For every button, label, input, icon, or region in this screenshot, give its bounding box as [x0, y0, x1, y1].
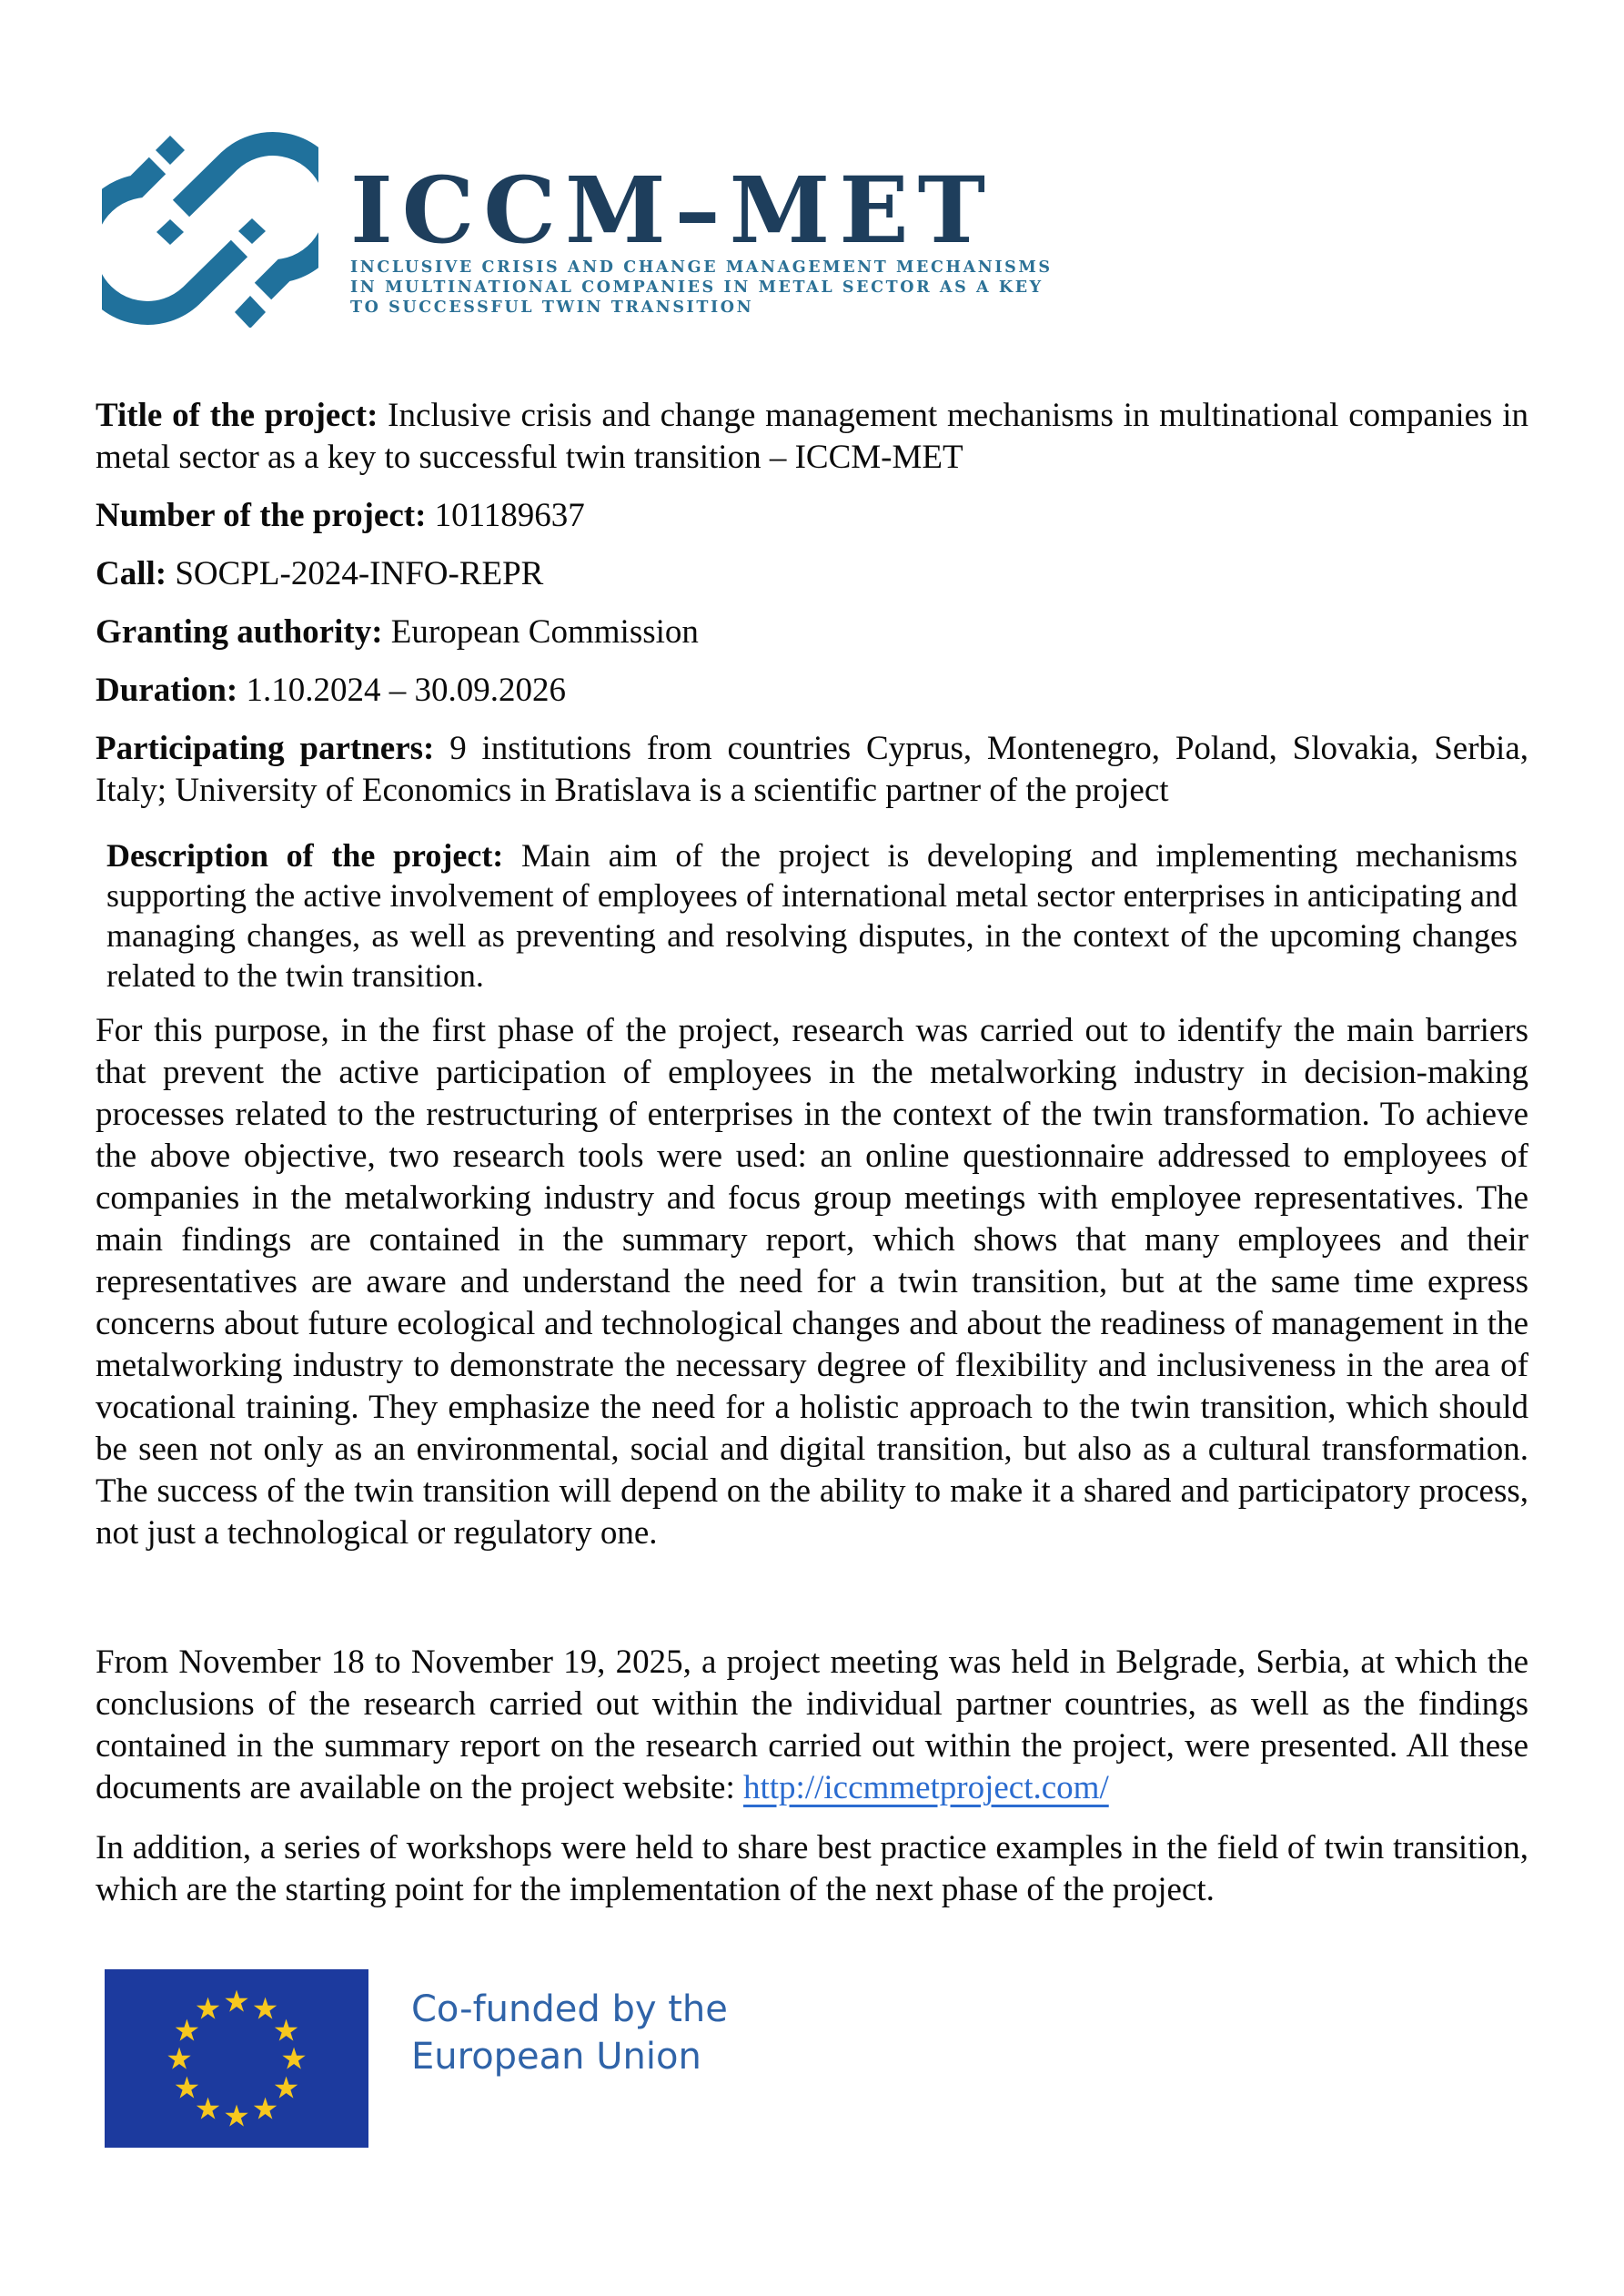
field-call: [96, 553, 1528, 595]
chain-link-logo-icon: [102, 130, 318, 328]
field-number: [96, 495, 1528, 537]
field-duration: [96, 670, 1528, 712]
field-number-label: Number of the project:: [96, 497, 435, 534]
logo-tagline-line-2: IN MULTINATIONAL COMPANIES IN METAL SECTOR AS A KEY: [350, 278, 1044, 297]
field-granting-authority-value: European Commission: [390, 613, 699, 651]
logo-wordmark: ICCM–MET: [350, 157, 994, 264]
field-duration-value: 1.10.2024 – 30.09.2026: [246, 672, 566, 709]
project-website-link[interactable]: http://iccmmetproject.com/: [742, 1769, 1109, 1806]
logo-text-block: [350, 157, 1053, 318]
meeting-text: From November 18 to November 19, 2025, a project meeting was held in Belgrade, Serbia, at which the conclusions of the research carried out within the individual partner countries, as well as the findings contained in the summary report on the research carried out within the project, were presented. All these documents are available on the project website:: [96, 1644, 1528, 1806]
research-paragraph: For this purpose, in the first phase of the project, research was carried out to identify the main barriers that prevent the active participation of employees in the metalworking industry in decision-making processes related to the restructuring of enterprises in the context of the twin transformation. To achieve the above objective, two research tools were used: an online questionnaire addressed to employees of companies in the metalworking industry and focus group meetings with employee representatives. The main findings are contained in the summary report, which shows that many employees and their representatives are aware and understand the need for a twin transition, but at the same time express concerns about future ecological and technological changes and about the readiness of management in the metalworking industry to demonstrate the necessary degree of flexibility and inclusiveness in the area of vocational training. They emphasize the need for a holistic approach to the twin transition, which should be seen not only as an environmental, social and digital transition, but also as a cultural transformation. The success of the twin transition will depend on the ability to make it a shared and participatory process, not just a technological or regulatory one.: [96, 1012, 1528, 1552]
project-description: [106, 835, 1518, 996]
meeting-paragraph: [96, 1642, 1528, 1809]
field-call-label: Call:: [96, 555, 176, 592]
logo-tagline: [350, 258, 1053, 318]
eu-star-icon: [223, 2099, 250, 2134]
eu-funding-block: [105, 1969, 1528, 2148]
document-body: [96, 395, 1528, 1911]
field-duration-label: Duration:: [96, 672, 247, 709]
eu-star-icon: [252, 2090, 279, 2126]
field-title-value: Inclusive crisis and change management mechanisms in multinational companies in metal sector as a key to successful twin transition – ICCM-MET: [96, 397, 1528, 476]
field-granting-authority: [96, 612, 1528, 653]
description-label: Description of the project:: [106, 837, 521, 874]
field-number-value: 101189637: [434, 497, 585, 534]
field-call-value: SOCPL-2024-INFO-REPR: [175, 555, 544, 592]
logo-tagline-line-3: TO SUCCESSFUL TWIN TRANSITION: [350, 298, 754, 317]
field-title: [96, 395, 1528, 479]
workshops-paragraph: In addition, a series of workshops were held to share best practice examples in the field of twin transition, which are the starting point for the implementation of the next phase of the project.: [96, 1829, 1528, 1908]
eu-star-icon: [195, 1991, 222, 2027]
eu-star-icon: [223, 1984, 250, 2019]
field-partners: [96, 728, 1528, 812]
project-logo: [96, 130, 1528, 328]
eu-flag-icon: [105, 1969, 368, 2148]
funding-text: [411, 1986, 728, 2080]
field-granting-authority-label: Granting authority:: [96, 613, 391, 651]
description-value: Main aim of the project is developing and implementing mechanisms supporting the active involvement of employees of international metal sector enterprises in anticipating and managing changes, as well as preventing and resolving disputes, in the context of the upcoming changes related to the twin transition.: [106, 837, 1518, 994]
field-partners-label: Participating partners:: [96, 730, 450, 767]
funding-text-line-2: European Union: [411, 2036, 701, 2078]
field-title-label: Title of the project:: [96, 397, 388, 434]
funding-text-line-1: Co-funded by the: [411, 1988, 728, 2030]
field-partners-value: 9 institutions from countries Cyprus, Montenegro, Poland, Slovakia, Serbia, Italy; University of Economics in Bratislava is a scientific partner of the project: [96, 730, 1529, 809]
logo-tagline-line-1: INCLUSIVE CRISIS AND CHANGE MANAGEMENT MECHANISMS: [350, 258, 1053, 277]
